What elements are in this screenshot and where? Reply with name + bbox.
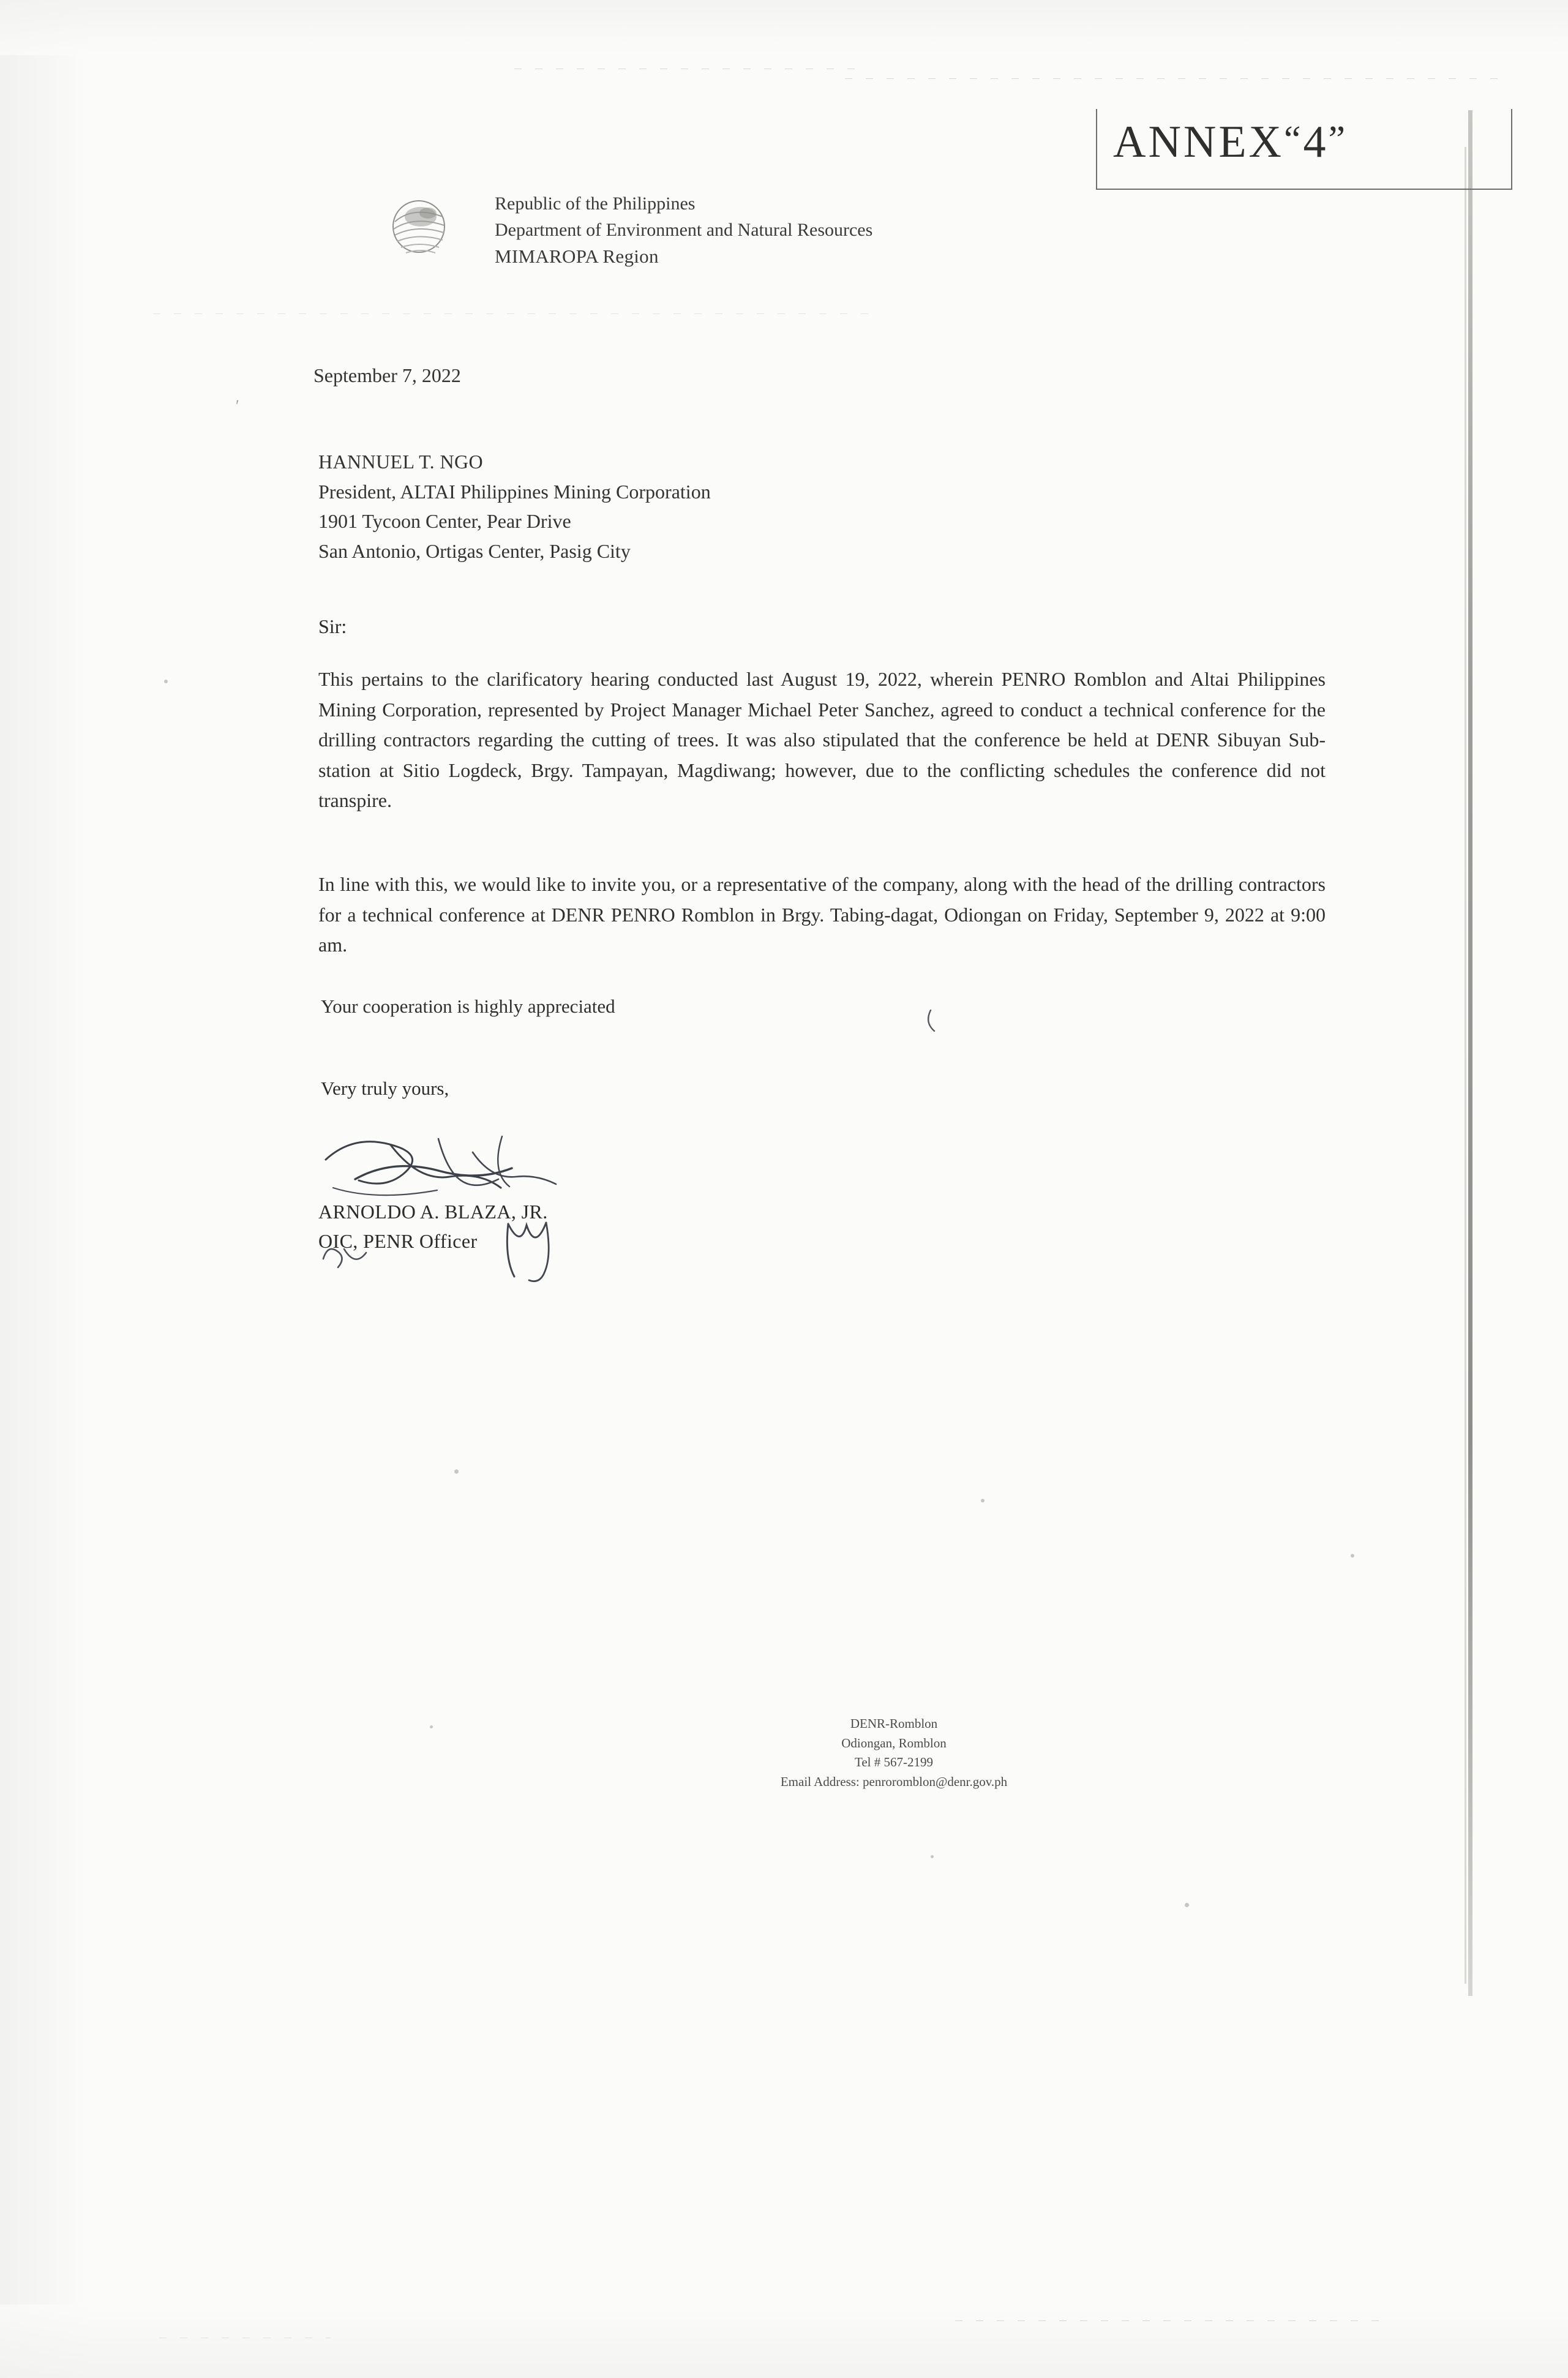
footer-email: Email Address: penroromblon@denr.gov.ph [780, 1774, 1008, 1789]
body-paragraph-3: Your cooperation is highly appreciated [321, 996, 615, 1017]
scan-spine-shadow [1468, 110, 1472, 1996]
scan-artifact-line [845, 78, 1506, 79]
denr-logo-icon [383, 195, 455, 267]
body-paragraph-2: In line with this, we would like to invite you, or a representative of the company, along with the head of the drilling contractors for a technical conference at DENR PENRO Romblon in Brgy. Tabing-dagat, Odiongan on Friday, September 9, 2022 at 9:00 am. [318, 873, 1326, 956]
footer-office: DENR-Romblon [850, 1716, 938, 1731]
signatory-title: OIC, PENR Officer [318, 1230, 478, 1252]
letterhead-department: Department of Environment and Natural Resources [495, 219, 873, 240]
letter-date: September 7, 2022 [313, 364, 461, 386]
addressee-address-line-1: 1901 Tycoon Center, Pear Drive [318, 510, 571, 533]
annex-word: ANNEX [1113, 117, 1284, 167]
scan-edge-shadow-left [0, 0, 92, 2378]
body-paragraph-1: This pertains to the clarificatory hearing conducted last August 19, 2022, wherein PENRO Romblon and Altai Philippines Mining Corporation, represented by Project Manager Michael Peter Sanchez, agreed to conduct a technical conference for the drilling contractors regarding the cutting of trees. It was also stipulated that the conference be held at DENR Sibuyan Sub-station at Sitio Logdeck, Brgy. Tampayan, Magdiwang; however, due to the conflicting schedules the conference did not transpire. [318, 668, 1326, 812]
footer-telephone: Tel # 567-2199 [854, 1755, 933, 1769]
scan-edge-shadow-bottom [0, 2305, 1568, 2378]
annex-number: 4 [1303, 117, 1329, 167]
scan-speck [430, 1725, 433, 1728]
closing-phrase: Very truly yours, [321, 1078, 449, 1099]
scan-spine-light [1465, 147, 1466, 1984]
scan-edge-shadow-top [0, 0, 1568, 55]
addressee-title: President, ALTAI Philippines Mining Corporation [318, 480, 711, 503]
signatory-name: ARNOLDO A. BLAZA, JR. [318, 1201, 548, 1223]
annex-label [1113, 116, 1348, 168]
scan-speck [931, 1855, 934, 1858]
scan-speck-mark: ʹ [236, 397, 239, 414]
scan-speck [454, 1469, 459, 1474]
footer-location: Odiongan, Romblon [841, 1735, 947, 1750]
annex-quote-open: “ [1283, 119, 1304, 160]
scan-artifact-line [153, 313, 876, 314]
annex-quote-close: ” [1328, 119, 1348, 160]
salutation: Sir: [318, 615, 347, 637]
scan-speck [164, 680, 168, 683]
scan-speck [981, 1499, 985, 1502]
scan-speck [1185, 1903, 1189, 1907]
scan-speck [1351, 1554, 1354, 1558]
footer-block [680, 1714, 1108, 1791]
addressee-name: HANNUEL T. NGO [318, 451, 483, 473]
letterhead-region: MIMAROPA Region [495, 246, 659, 268]
scan-artifact-line [955, 2320, 1384, 2321]
letterhead-republic: Republic of the Philippines [495, 193, 696, 214]
letterhead [495, 191, 872, 270]
addressee-address-line-2: San Antonio, Ortigas Center, Pasig City [318, 539, 631, 562]
addressee-block [318, 447, 711, 566]
signatory-block [318, 1197, 548, 1256]
